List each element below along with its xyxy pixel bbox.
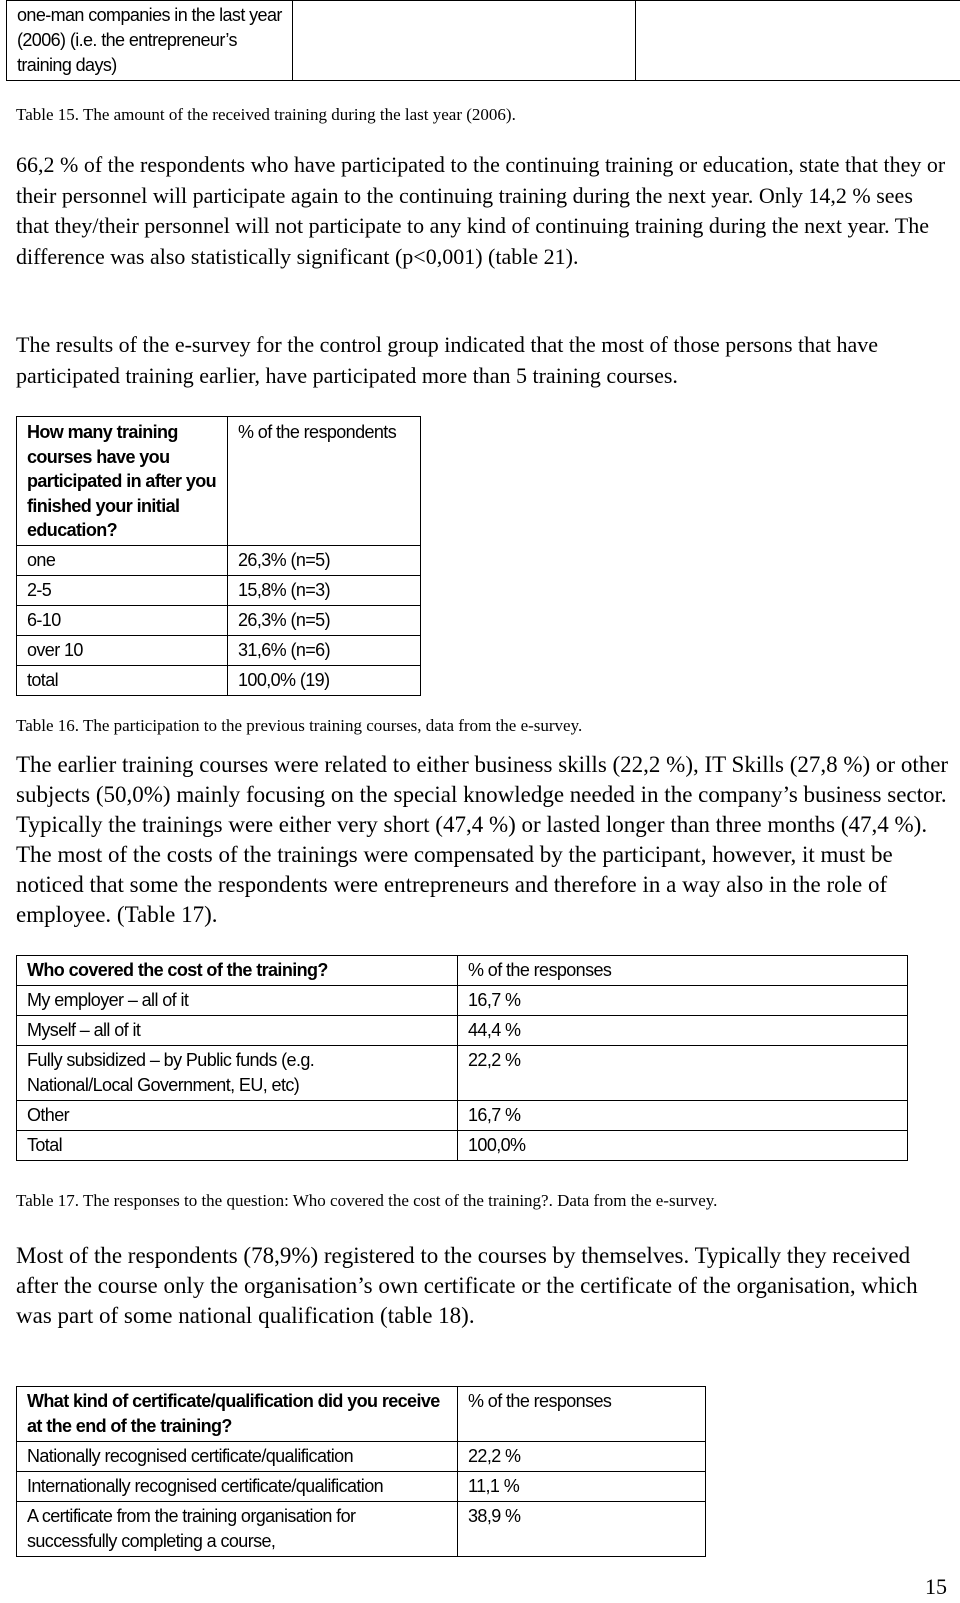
top-table-label-cell: one-man companies in the last year (2006) (i.e. the entrepreneur’s training days) <box>7 1 293 81</box>
top-table-empty-cell <box>293 1 636 81</box>
table-16-caption: Table 16. The participation to the previous training courses, data from the e-survey. <box>16 716 583 735</box>
table-row <box>17 1046 908 1101</box>
table-16-row-value: 15,8% (n=3) <box>228 575 421 605</box>
table-row <box>17 665 421 695</box>
table-row <box>17 1131 908 1161</box>
table-row <box>17 635 421 665</box>
table-18-question-header: What kind of certificate/qualification did you receive at the end of the training? <box>17 1387 458 1442</box>
table-16-row-value: 31,6% (n=6) <box>228 635 421 665</box>
table-18-row-label: Nationally recognised certificate/qualification <box>17 1442 458 1472</box>
table-17-row-label: Fully subsidized – by Public funds (e.g. National/Local Government, EU, etc) <box>17 1046 458 1101</box>
table-18 <box>16 1386 706 1557</box>
table-18-row-value: 22,2 % <box>458 1442 706 1472</box>
page-number: 15 <box>925 1574 947 1599</box>
table-16-row-label: 2-5 <box>17 575 228 605</box>
top-table-empty-cell <box>636 1 960 81</box>
table-17-row-value: 16,7 % <box>458 986 908 1016</box>
table-17-caption: Table 17. The responses to the question: Who covered the cost of the training?. Data from the e-survey. <box>16 1191 718 1210</box>
table-17-row-value: 100,0% <box>458 1131 908 1161</box>
table-17-row-label: Other <box>17 1101 458 1131</box>
top-table <box>6 0 960 81</box>
table-row <box>17 1101 908 1131</box>
table-row <box>17 605 421 635</box>
table-row <box>17 986 908 1016</box>
paragraph-1: 66,2 % of the respondents who have participated to the continuing training or education, state that they or their personnel will participate again to the continuing training during the next year. Only 14,2 % sees that they/their personnel will not participate to any kind of continuing training during the next year. The difference was also statistically significant (p<0,001) (table 21). <box>16 152 946 269</box>
table-16-row-label: 6-10 <box>17 605 228 635</box>
table-18-row-label: A certificate from the training organisation for successfully completing a course, <box>17 1502 458 1557</box>
paragraph-3: The earlier training courses were related to either business skills (22,2 %), IT Skills (27,8 %) or other subjects (50,0%) mainly focusing on the special knowledge needed in the company’s business sector. Typically the trainings were either very short (47,4 %) or lasted longer than three months (47,4 %). The most of the costs of the trainings were compensated by the participant, however, it must be noticed that some the respondents were entrepreneurs and therefore in a way also in the role of employee. (Table 17). <box>16 752 949 927</box>
table-17-row-value: 22,2 % <box>458 1046 908 1101</box>
table-16-row-label: one <box>17 545 228 575</box>
paragraph-4: Most of the respondents (78,9%) registered to the courses by themselves. Typically they received after the course only the organisation’s own certificate or the certificate of the organisation, which was part of some national qualification (table 18). <box>16 1243 918 1328</box>
table-16-row-label: total <box>17 665 228 695</box>
table-17-row-label: Myself – all of it <box>17 1016 458 1046</box>
table-18-row-value: 38,9 % <box>458 1502 706 1557</box>
table-row <box>17 545 421 575</box>
table-17-row-value: 16,7 % <box>458 1101 908 1131</box>
table-17-pct-header: % of the responses <box>458 956 908 986</box>
paragraph-2: The results of the e-survey for the control group indicated that the most of those persons that have participated training earlier, have participated more than 5 training courses. <box>16 332 879 388</box>
table-row <box>17 1016 908 1046</box>
table-17-row-label: My employer – all of it <box>17 986 458 1016</box>
table-row <box>17 1502 706 1557</box>
table-17-row-value: 44,4 % <box>458 1016 908 1046</box>
table-16-row-value: 26,3% (n=5) <box>228 545 421 575</box>
table-18-row-value: 11,1 % <box>458 1472 706 1502</box>
table-17-row-label: Total <box>17 1131 458 1161</box>
table-15-caption: Table 15. The amount of the received training during the last year (2006). <box>16 105 516 124</box>
table-16-pct-header: % of the respondents <box>228 417 421 546</box>
table-16-row-value: 100,0% (19) <box>228 665 421 695</box>
table-18-pct-header: % of the responses <box>458 1387 706 1442</box>
table-17 <box>16 955 908 1161</box>
table-row <box>17 1472 706 1502</box>
table-16-row-label: over 10 <box>17 635 228 665</box>
table-16-row-value: 26,3% (n=5) <box>228 605 421 635</box>
table-18-row-label: Internationally recognised certificate/qualification <box>17 1472 458 1502</box>
table-17-question-header: Who covered the cost of the training? <box>17 956 458 986</box>
table-16-question-header: How many training courses have you participated in after you finished your initial education? <box>17 417 228 546</box>
table-row <box>17 1442 706 1472</box>
table-row <box>17 575 421 605</box>
table-16 <box>16 416 421 696</box>
